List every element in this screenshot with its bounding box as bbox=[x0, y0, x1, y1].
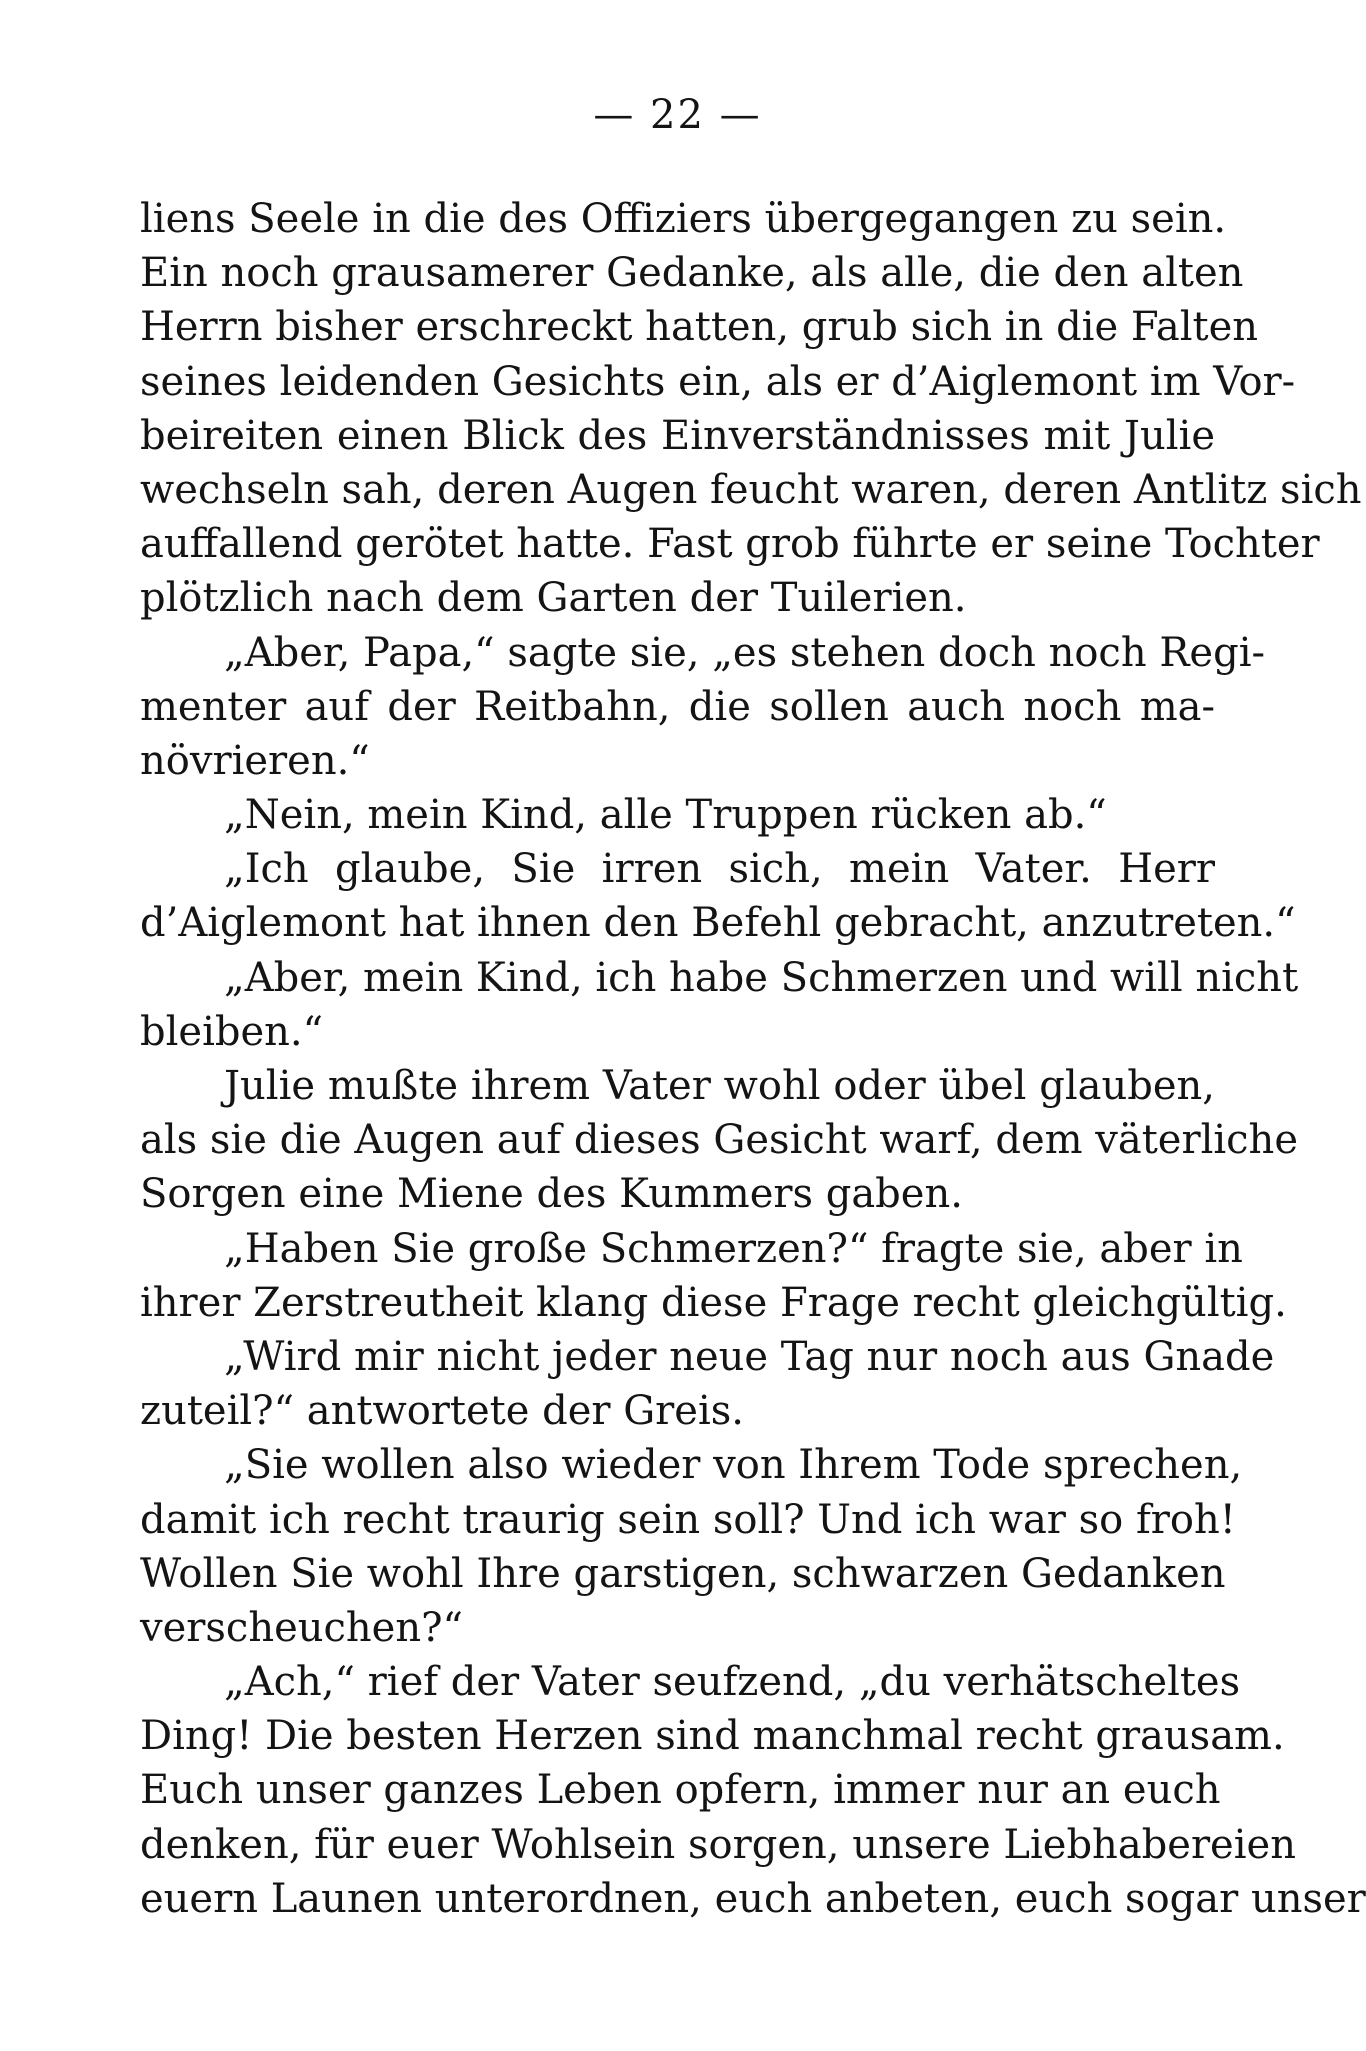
text-line: Sorgen eine Miene des Kummers gaben. bbox=[140, 1171, 963, 1218]
text-line: auffallend gerötet hatte. Fast grob führte er seine Tochter bbox=[140, 521, 1320, 568]
text-line: damit ich recht traurig sein soll? Und ich war so froh! bbox=[140, 1496, 1236, 1543]
text-line: „Aber, Papa,“ sagte sie, „es stehen doch noch Regi- bbox=[224, 629, 1266, 676]
text-line: „Ach,“ rief der Vater seufzend, „du verhätscheltes bbox=[224, 1659, 1241, 1706]
text-line: beireiten einen Blick des Einverständnisses mit Julie bbox=[140, 412, 1215, 459]
text-line: „Wird mir nicht jeder neue Tag nur noch aus Gnade bbox=[224, 1333, 1275, 1380]
text-line: zuteil?“ antwortete der Greis. bbox=[140, 1388, 745, 1435]
text-line: „Sie wollen also wieder von Ihrem Tode sprechen, bbox=[224, 1442, 1243, 1489]
body-text bbox=[140, 192, 1366, 1926]
text-line: d’Aiglemont hat ihnen den Befehl gebracht, anzutreten.“ bbox=[140, 900, 1296, 947]
text-line: Euch unser ganzes Leben opfern, immer nur an euch bbox=[140, 1767, 1221, 1814]
text-line: wechseln sah, deren Augen feucht waren, deren Antlitz sich bbox=[140, 466, 1362, 513]
text-line: plötzlich nach dem Garten der Tuilerien. bbox=[140, 575, 967, 622]
text-line: als sie die Augen auf dieses Gesicht warf, dem väterliche bbox=[140, 1117, 1298, 1164]
text-line: menter auf der Reitbahn, die sollen auch noch ma- bbox=[140, 683, 1215, 730]
text-line: „Ich glaube, Sie irren sich, mein Vater. Herr bbox=[224, 846, 1215, 893]
text-line: Julie mußte ihrem Vater wohl oder übel glauben, bbox=[224, 1063, 1215, 1109]
page-number: — 22 — bbox=[593, 92, 762, 138]
text-line: euern Launen unterordnen, euch anbeten, euch sogar unser bbox=[140, 1875, 1366, 1922]
text-line: Herrn bisher erschreckt hatten, grub sich in die Falten bbox=[140, 304, 1259, 351]
text-line: Wollen Sie wohl Ihre garstigen, schwarzen Gedanken bbox=[140, 1550, 1226, 1597]
text-line: verscheuchen?“ bbox=[140, 1604, 464, 1651]
text-line: Ein noch grausamerer Gedanke, als alle, die den alten bbox=[140, 250, 1244, 297]
book-page bbox=[140, 0, 1366, 2051]
text-line: ihrer Zerstreutheit klang diese Frage recht gleichgültig. bbox=[140, 1279, 1287, 1326]
text-line: növrieren.“ bbox=[140, 737, 370, 784]
text-line: liens Seele in die des Offiziers übergegangen zu sein. bbox=[140, 196, 1227, 242]
text-line: „Haben Sie große Schmerzen?“ fragte sie, aber in bbox=[224, 1225, 1243, 1272]
text-line: bleiben.“ bbox=[140, 1008, 324, 1055]
text-line: Ding! Die besten Herzen sind manchmal recht grausam. bbox=[140, 1713, 1285, 1760]
text-line: seines leidenden Gesichts ein, als er d’Aiglemont im Vor- bbox=[140, 358, 1296, 405]
text-line: denken, für euer Wohlsein sorgen, unsere Liebhabereien bbox=[140, 1821, 1296, 1868]
text-line: „Nein, mein Kind, alle Truppen rücken ab.“ bbox=[224, 792, 1107, 839]
text-line: „Aber, mein Kind, ich habe Schmerzen und will nicht bbox=[224, 954, 1299, 1001]
